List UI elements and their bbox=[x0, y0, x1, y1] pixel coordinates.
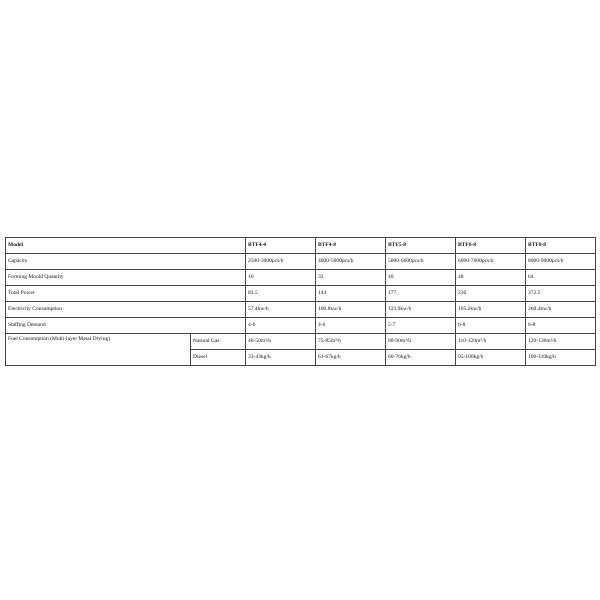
table-cell: 5-7 bbox=[386, 318, 456, 334]
table-cell: 4000-5000pcs/h bbox=[316, 254, 386, 270]
table-row-capacity bbox=[6, 254, 596, 270]
table-cell: 75-85m³/h bbox=[316, 334, 386, 350]
specification-table bbox=[5, 237, 596, 366]
table-cell: 5000-6000pcs/h bbox=[386, 254, 456, 270]
table-cell: 110-120m³/h bbox=[456, 334, 526, 350]
header-model-btf4-8: BTF4-8 bbox=[316, 238, 386, 254]
table-cell: 120-130m³/h bbox=[526, 334, 596, 350]
table-cell: 48 bbox=[456, 270, 526, 286]
table-cell: 6-8 bbox=[526, 318, 596, 334]
table-cell: 144 bbox=[316, 286, 386, 302]
table-cell: 100-110kg/h bbox=[526, 350, 596, 366]
table-cell: 32 bbox=[316, 270, 386, 286]
table-cell: 6000-7000pcs/h bbox=[456, 254, 526, 270]
header-row bbox=[6, 238, 596, 254]
table-cell: 64 bbox=[526, 270, 596, 286]
table-cell: 83.5 bbox=[246, 286, 316, 302]
table-row-electricity-consumption bbox=[6, 302, 596, 318]
row-label: Capacity bbox=[6, 254, 246, 270]
fuel-type-diesel: Diesel bbox=[191, 350, 246, 366]
row-label: Forming Mould Quantity bbox=[6, 270, 246, 286]
table-cell: 61-67kg/h bbox=[316, 350, 386, 366]
table-cell: 40 bbox=[386, 270, 456, 286]
table-cell: 6-8 bbox=[456, 318, 526, 334]
row-label: Staffing Demand bbox=[6, 318, 246, 334]
table-cell: 2500-3000pcs/h bbox=[246, 254, 316, 270]
table-cell: 123.9kw/h bbox=[386, 302, 456, 318]
table-row-forming-mould-quantity bbox=[6, 270, 596, 286]
table-cell: 66-76kg/h bbox=[386, 350, 456, 366]
header-model-btf5-8: BTF5-8 bbox=[386, 238, 456, 254]
table-cell: 236 bbox=[456, 286, 526, 302]
table-cell: 177 bbox=[386, 286, 456, 302]
table-cell: 100.8kw/h bbox=[316, 302, 386, 318]
table-cell: 40-50m³/h bbox=[246, 334, 316, 350]
table-cell: 372.5 bbox=[526, 286, 596, 302]
table-cell: 16 bbox=[246, 270, 316, 286]
table-cell: 4-6 bbox=[246, 318, 316, 334]
table-cell: 33-43kg/h bbox=[246, 350, 316, 366]
header-model-label: Model bbox=[6, 238, 246, 254]
header-model-btf6-8: BTF6-8 bbox=[456, 238, 526, 254]
table-cell: 165.2kw/h bbox=[456, 302, 526, 318]
fuel-consumption-label: Fuel Consumption (Multi-layer Metal Drying) bbox=[6, 334, 191, 366]
table-row-fuel-natural-gas bbox=[6, 334, 596, 350]
table-cell: 57.4kw/h bbox=[246, 302, 316, 318]
header-model-btf4-4: BTF4-4 bbox=[246, 238, 316, 254]
table-cell: 260.4kw/h bbox=[526, 302, 596, 318]
table-row-total-power bbox=[6, 286, 596, 302]
table-cell: 4-6 bbox=[316, 318, 386, 334]
row-label: Total Power bbox=[6, 286, 246, 302]
table-cell: 95-100kg/h bbox=[456, 350, 526, 366]
table-cell: 80-90m³/h bbox=[386, 334, 456, 350]
table-cell: 8000-9000pcs/h bbox=[526, 254, 596, 270]
header-model-btf8-8: BTF8-8 bbox=[526, 238, 596, 254]
row-label: Electricity Consumption bbox=[6, 302, 246, 318]
table-row-staffing-demand bbox=[6, 318, 596, 334]
fuel-type-natural-gas: Natural Gas bbox=[191, 334, 246, 350]
